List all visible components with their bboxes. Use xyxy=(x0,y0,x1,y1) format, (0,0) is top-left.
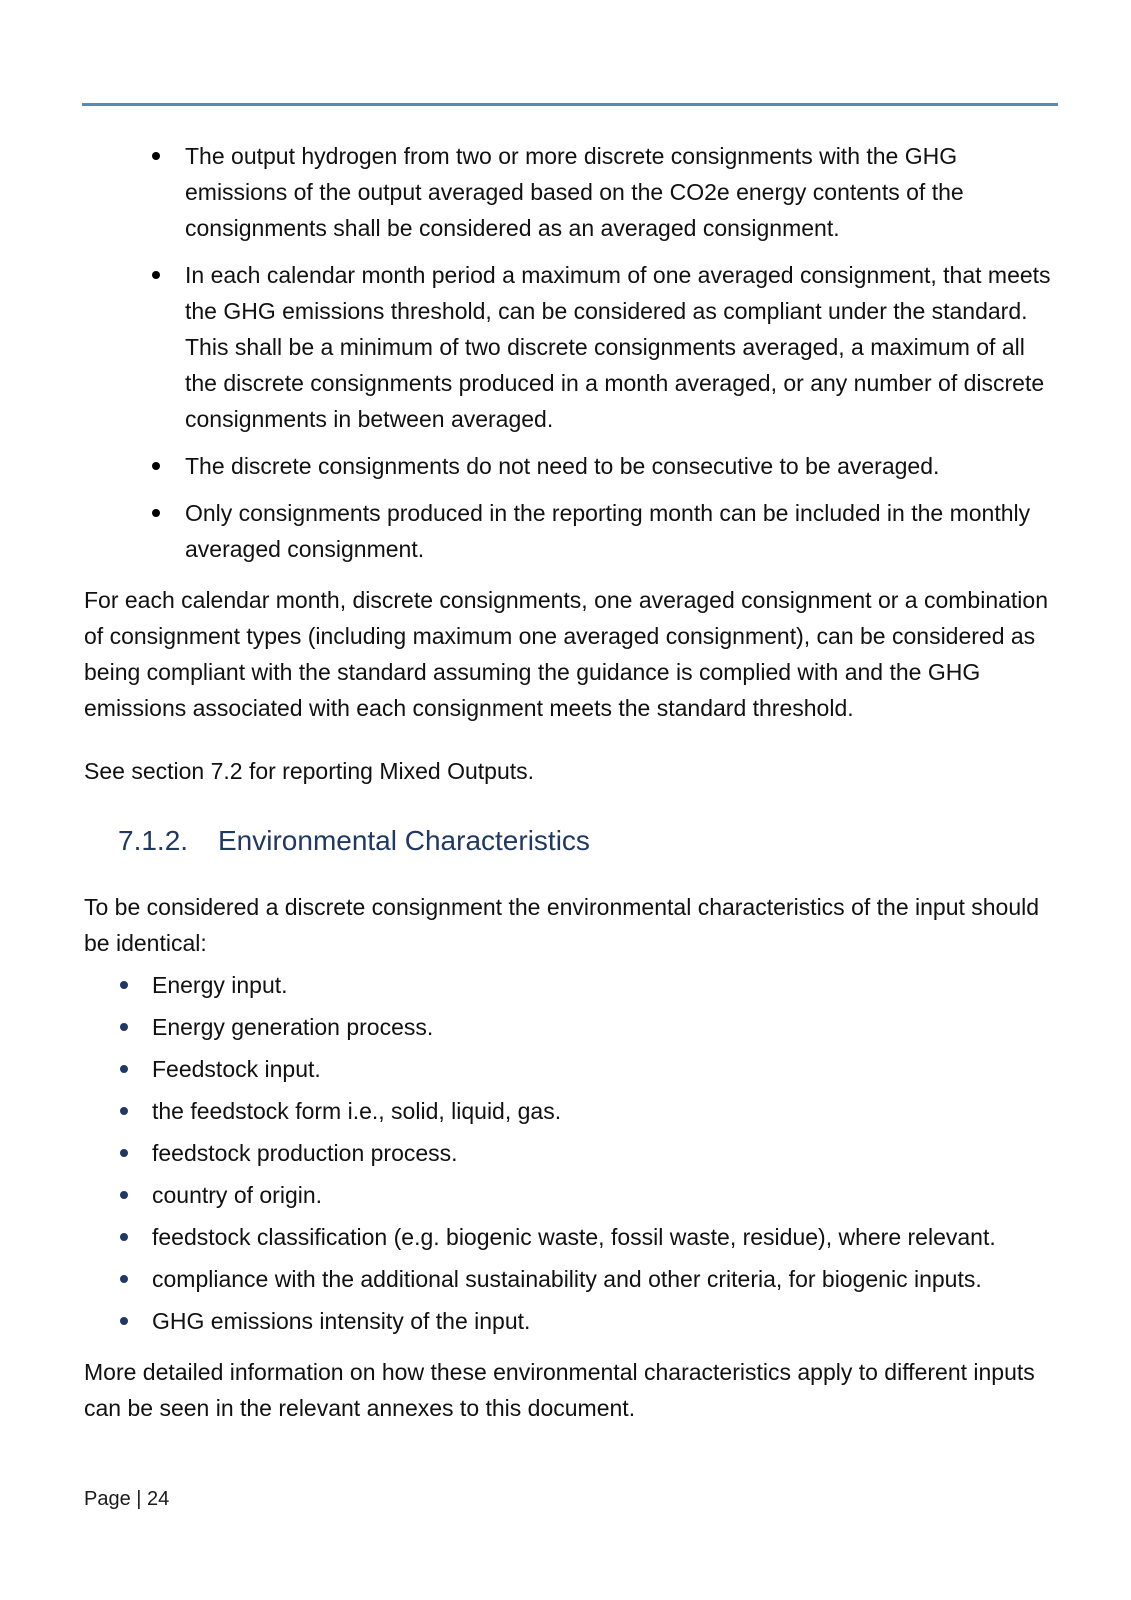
list-item xyxy=(120,1219,1060,1255)
bullet-icon xyxy=(120,1191,128,1199)
paragraph-discrete-consignment-intro: To be considered a discrete consignment the environmental characteristics of the input should be identical: xyxy=(84,894,1040,956)
list-item-text: Energy input. xyxy=(152,972,288,998)
paragraph-more-detail: More detailed information on how these environmental characteristics apply to different inputs can be seen in the relevant annexes to this document. xyxy=(84,1359,1035,1421)
list-item xyxy=(152,495,1060,567)
list-item xyxy=(120,967,1060,1003)
list-item xyxy=(152,138,1060,246)
bullet-icon xyxy=(152,271,160,279)
bullet-icon xyxy=(152,509,160,517)
section-heading-title: Environmental Characteristics xyxy=(218,825,590,856)
list-item-text: compliance with the additional sustainability and other criteria, for biogenic inputs. xyxy=(152,1266,982,1292)
list-item-text: Only consignments produced in the reporting month can be included in the monthly averaged consignment. xyxy=(185,500,1031,562)
section-heading xyxy=(118,823,1060,859)
document-body xyxy=(84,138,1060,1426)
bullet-icon xyxy=(120,1149,128,1157)
bullet-icon xyxy=(120,1233,128,1241)
averaged-consignment-bullet-list xyxy=(152,138,1060,567)
bullet-icon xyxy=(120,1107,128,1115)
bullet-icon xyxy=(120,1023,128,1031)
bullet-icon xyxy=(152,462,160,470)
list-item-text: GHG emissions intensity of the input. xyxy=(152,1308,531,1334)
bullet-icon xyxy=(120,1065,128,1073)
list-item xyxy=(120,1303,1060,1339)
bullet-icon xyxy=(120,1275,128,1283)
list-item-text: feedstock production process. xyxy=(152,1140,458,1166)
list-item xyxy=(120,1051,1060,1087)
section-heading-number: 7.1.2. xyxy=(118,825,189,856)
page-number-footer: Page | 24 xyxy=(84,1488,170,1510)
list-item-text: Energy generation process. xyxy=(152,1014,434,1040)
list-item xyxy=(120,1261,1060,1297)
list-item xyxy=(152,257,1060,437)
list-item-text: The output hydrogen from two or more discrete consignments with the GHG emissions of the output averaged based on the CO2e energy contents of the consignments shall be considered as an averaged consignment. xyxy=(185,143,964,241)
list-item-text: the feedstock form i.e., solid, liquid, gas. xyxy=(152,1098,562,1124)
list-item-text: The discrete consignments do not need to be consecutive to be averaged. xyxy=(185,453,940,479)
bullet-icon xyxy=(120,981,128,989)
paragraph-see-section: See section 7.2 for reporting Mixed Outputs. xyxy=(84,758,535,784)
list-item-text: feedstock classification (e.g. biogenic waste, fossil waste, residue), where relevant. xyxy=(152,1224,996,1250)
list-item-text: Feedstock input. xyxy=(152,1056,321,1082)
paragraph-calendar-month: For each calendar month, discrete consignments, one averaged consignment or a combination of consignment types (including maximum one averaged consignment), can be considered as being compliant with the standard assuming the guidance is complied with and the GHG emissions associated with each consignment meets the standard threshold. xyxy=(84,587,1048,721)
list-item xyxy=(120,1135,1060,1171)
bullet-icon xyxy=(152,152,160,160)
header-rule xyxy=(82,103,1058,106)
list-item xyxy=(120,1093,1060,1129)
list-item xyxy=(120,1009,1060,1045)
environmental-characteristics-bullet-list xyxy=(120,967,1060,1339)
list-item xyxy=(152,448,1060,484)
bullet-icon xyxy=(120,1317,128,1325)
list-item-text: In each calendar month period a maximum of one averaged consignment, that meets the GHG emissions threshold, can be considered as compliant under the standard. This shall be a minimum of two discrete consignments averaged, a maximum of all the discrete consignments produced in a month averaged, or any number of discrete consignments in between averaged. xyxy=(185,262,1051,432)
list-item xyxy=(120,1177,1060,1213)
list-item-text: country of origin. xyxy=(152,1182,323,1208)
